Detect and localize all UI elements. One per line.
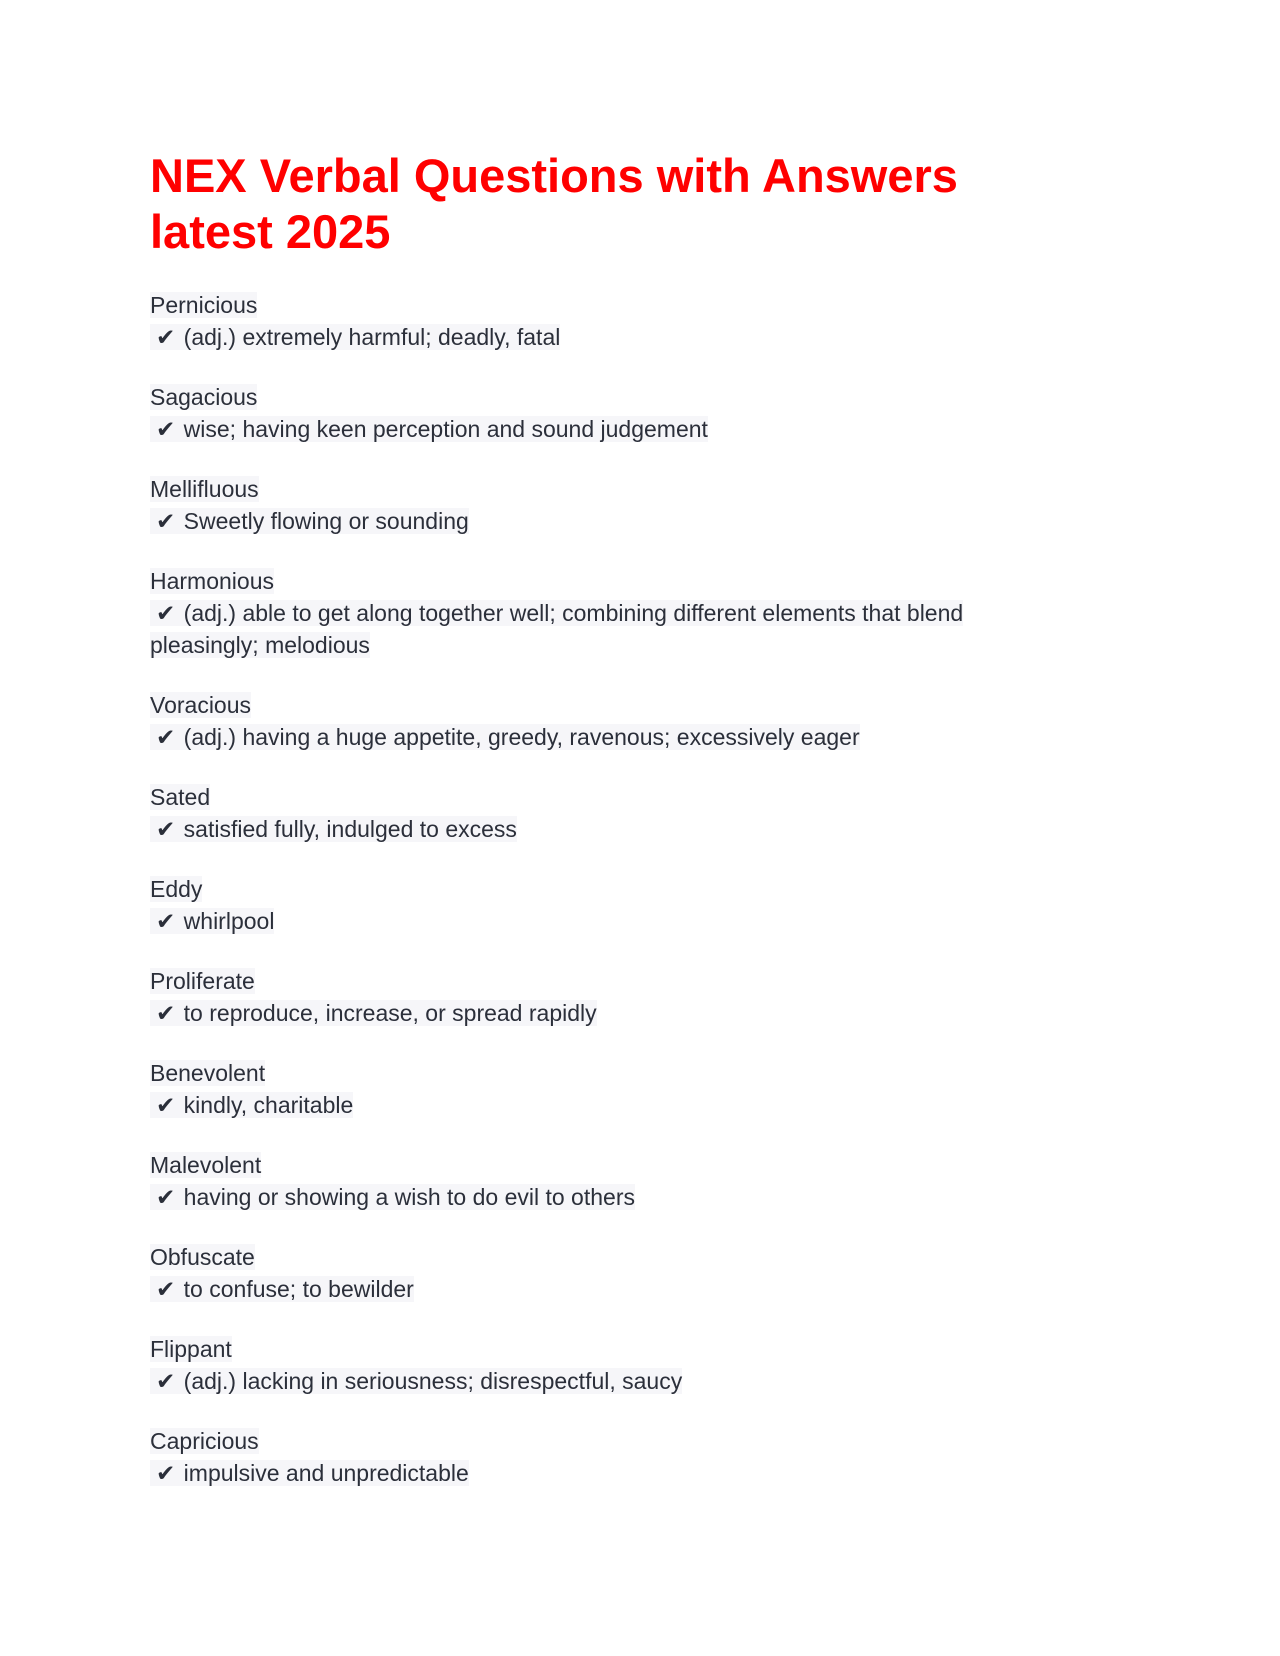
- vocab-answer: ✔ to confuse; to bewilder: [150, 1276, 414, 1302]
- vocab-answer: ✔ kindly, charitable: [150, 1092, 353, 1118]
- check-mark-icon: ✔: [156, 1000, 176, 1026]
- vocab-entry: [150, 965, 1050, 1029]
- vocab-term: Benevolent: [150, 1060, 266, 1086]
- vocab-answer: ✔ to reproduce, increase, or spread rapidly: [150, 1000, 597, 1026]
- check-mark-icon: ✔: [156, 508, 176, 534]
- vocabulary-list: [150, 289, 1050, 1489]
- vocab-term: Voracious: [150, 692, 252, 718]
- check-mark-icon: ✔: [156, 416, 176, 442]
- check-mark-icon: ✔: [156, 816, 176, 842]
- vocab-answer: ✔ impulsive and unpredictable: [150, 1460, 469, 1486]
- vocab-term: Malevolent: [150, 1152, 262, 1178]
- vocab-term: Eddy: [150, 876, 203, 902]
- vocab-entry: [150, 1241, 1050, 1305]
- check-mark-icon: ✔: [156, 724, 176, 750]
- vocab-term: Capricious: [150, 1428, 259, 1454]
- vocab-answer: ✔ (adj.) able to get along together well; combining different elements that blend pleasingly; melodious: [150, 600, 964, 658]
- vocab-answer: ✔ having or showing a wish to do evil to others: [150, 1184, 635, 1210]
- vocab-entry: [150, 565, 1050, 661]
- check-mark-icon: ✔: [156, 908, 176, 934]
- vocab-term: Proliferate: [150, 968, 255, 994]
- vocab-term: Pernicious: [150, 292, 258, 318]
- vocab-entry: [150, 1425, 1050, 1489]
- vocab-term: Flippant: [150, 1336, 232, 1362]
- vocab-answer: ✔ Sweetly flowing or sounding: [150, 508, 469, 534]
- vocab-term: Sated: [150, 784, 211, 810]
- check-mark-icon: ✔: [156, 1368, 176, 1394]
- check-mark-icon: ✔: [156, 600, 176, 626]
- check-mark-icon: ✔: [156, 324, 176, 350]
- vocab-entry: [150, 689, 1050, 753]
- check-mark-icon: ✔: [156, 1092, 176, 1118]
- vocab-entry: [150, 1333, 1050, 1397]
- check-mark-icon: ✔: [156, 1276, 176, 1302]
- vocab-answer: ✔ (adj.) having a huge appetite, greedy, ravenous; excessively eager: [150, 724, 860, 750]
- vocab-entry: [150, 381, 1050, 445]
- vocab-entry: [150, 781, 1050, 845]
- vocab-term: Sagacious: [150, 384, 258, 410]
- vocab-entry: [150, 1057, 1050, 1121]
- vocab-entry: [150, 1149, 1050, 1213]
- vocab-answer: ✔ wise; having keen perception and sound judgement: [150, 416, 708, 442]
- vocab-entry: [150, 473, 1050, 537]
- vocab-entry: [150, 873, 1050, 937]
- vocab-answer: ✔ satisfied fully, indulged to excess: [150, 816, 517, 842]
- document-page: [150, 148, 1050, 1517]
- vocab-term: Mellifluous: [150, 476, 259, 502]
- check-mark-icon: ✔: [156, 1460, 176, 1486]
- vocab-answer: ✔ (adj.) extremely harmful; deadly, fatal: [150, 324, 560, 350]
- check-mark-icon: ✔: [156, 1184, 176, 1210]
- vocab-answer: ✔ (adj.) lacking in seriousness; disrespectful, saucy: [150, 1368, 682, 1394]
- vocab-answer: ✔ whirlpool: [150, 908, 274, 934]
- document-title: NEX Verbal Questions with Answers latest 2025: [150, 149, 958, 258]
- vocab-term: Harmonious: [150, 568, 274, 594]
- vocab-term: Obfuscate: [150, 1244, 255, 1270]
- vocab-entry: [150, 289, 1050, 353]
